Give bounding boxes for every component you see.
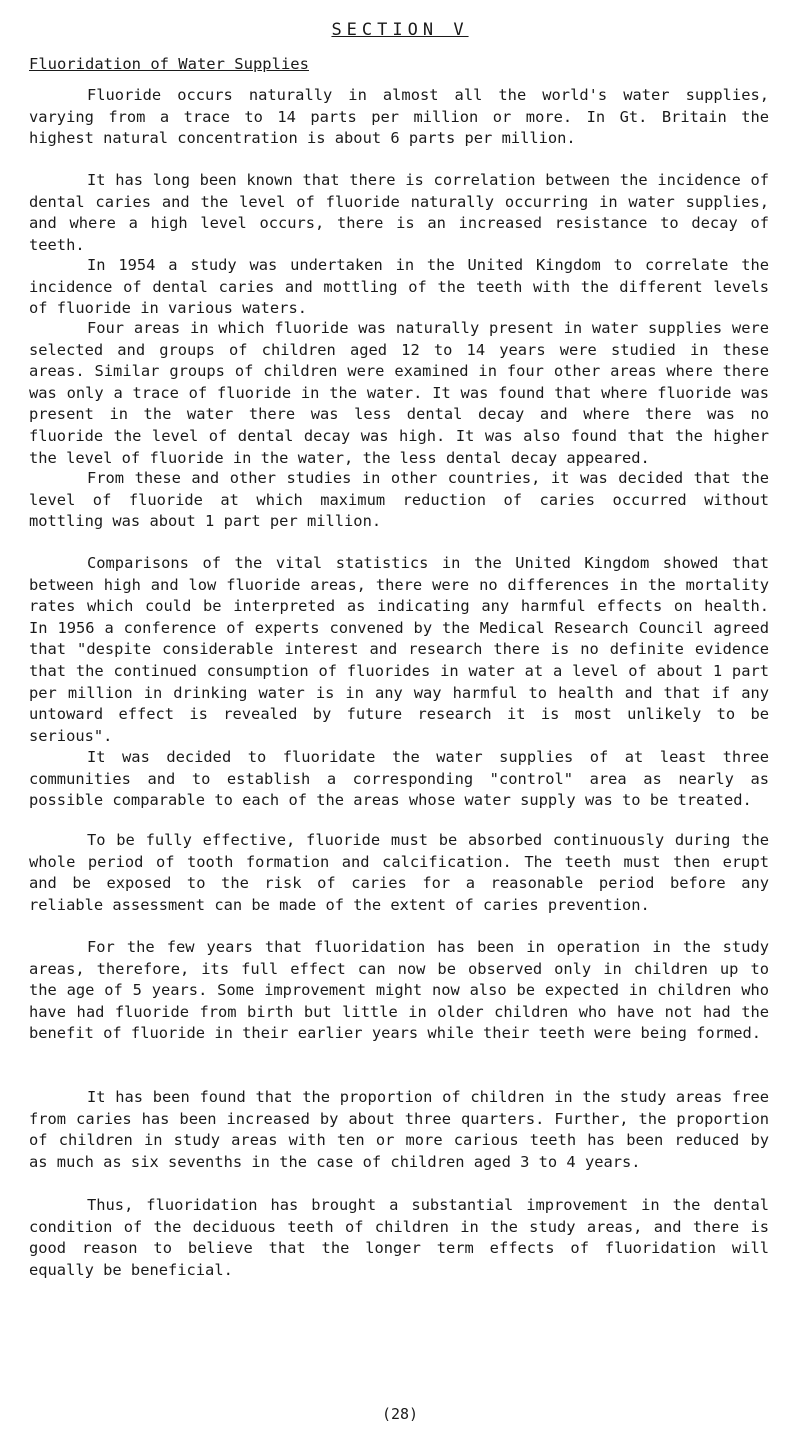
paragraph: Thus, fluoridation has brought a substantial improvement in the dental condition of the deciduous teeth of children in the study areas, and there is good reason to believe that the longer term effects of fluoridation will equally be beneficial. [29,1196,769,1279]
paragraph: It has been found that the proportion of children in the study areas free from caries has been increased by about three quarters. Further, the proportion of children in study areas with ten or more carious teeth has been reduced by as much as six sevenths in the case of children aged 3 to 4 years. [29,1088,769,1171]
paragraph: For the few years that fluoridation has been in operation in the study areas, therefore, its full effect can now be observed only in children up to the age of 5 years. Some improvement might now also be expected in children who have had fluoride from birth but little in older children who have not had the benefit of fluoride in their earlier years while their teeth were being formed. [29,938,769,1043]
paragraph: Fluoride occurs naturally in almost all the world's water supplies, varying from a trace to 14 parts per million or more. In Gt. Britain the highest natural concentration is about 6 parts per million. [29,86,769,148]
page-number: (28) [381,1405,419,1423]
paragraph: In 1954 a study was undertaken in the United Kingdom to correlate the incidence of dental caries and mottling of the teeth with the different levels of fluoride in various waters. [29,256,769,318]
paragraph: Comparisons of the vital statistics in the United Kingdom showed that between high and low fluoride areas, there were no differences in the mortality rates which could be interpreted as indicating any harmful effects on health. In 1956 a conference of experts convened by the Medical Research Council agreed that "despite considerable interest and research there is no definite evidence that the continued consumption of fluorides in water at a level of about 1 part per million in drinking water is in any way harmful to health and that if any untoward effect is revealed by future research it is most unlikely to be serious". [29,554,769,745]
paragraph: It has long been known that there is correlation between the incidence of dental caries and the level of fluoride naturally occurring in water supplies, and where a high level occurs, there is an increased resistance to decay of teeth. [29,171,769,254]
section-heading: Fluoridation of Water Supplies [29,55,309,73]
paragraph: To be fully effective, fluoride must be absorbed continuously during the whole period of tooth formation and calcification. The teeth must then erupt and be exposed to the risk of caries for a reasonable period before any reliable assessment can be made of the extent of caries prevention. [29,831,769,914]
paragraph: Four areas in which fluoride was naturally present in water supplies were selected and groups of children aged 12 to 14 years were studied in these areas. Similar groups of children were examined in four other areas where there was only a trace of fluoride in the water. It was found that where fluoride was present in the water there was less dental decay and where there was no fluoride the level of dental decay was high. It was also found that the higher the level of fluoride in the water, the less dental decay appeared. [29,319,769,467]
paragraph: It was decided to fluoridate the water supplies of at least three communities and to establish a corresponding "control" area as nearly as possible comparable to each of the areas whose water supply was to be treated. [29,748,769,810]
section-title: SECTION V [331,20,469,40]
paragraph: From these and other studies in other countries, it was decided that the level of fluoride at which maximum reduction of caries occurred without mottling was about 1 part per million. [29,469,769,531]
